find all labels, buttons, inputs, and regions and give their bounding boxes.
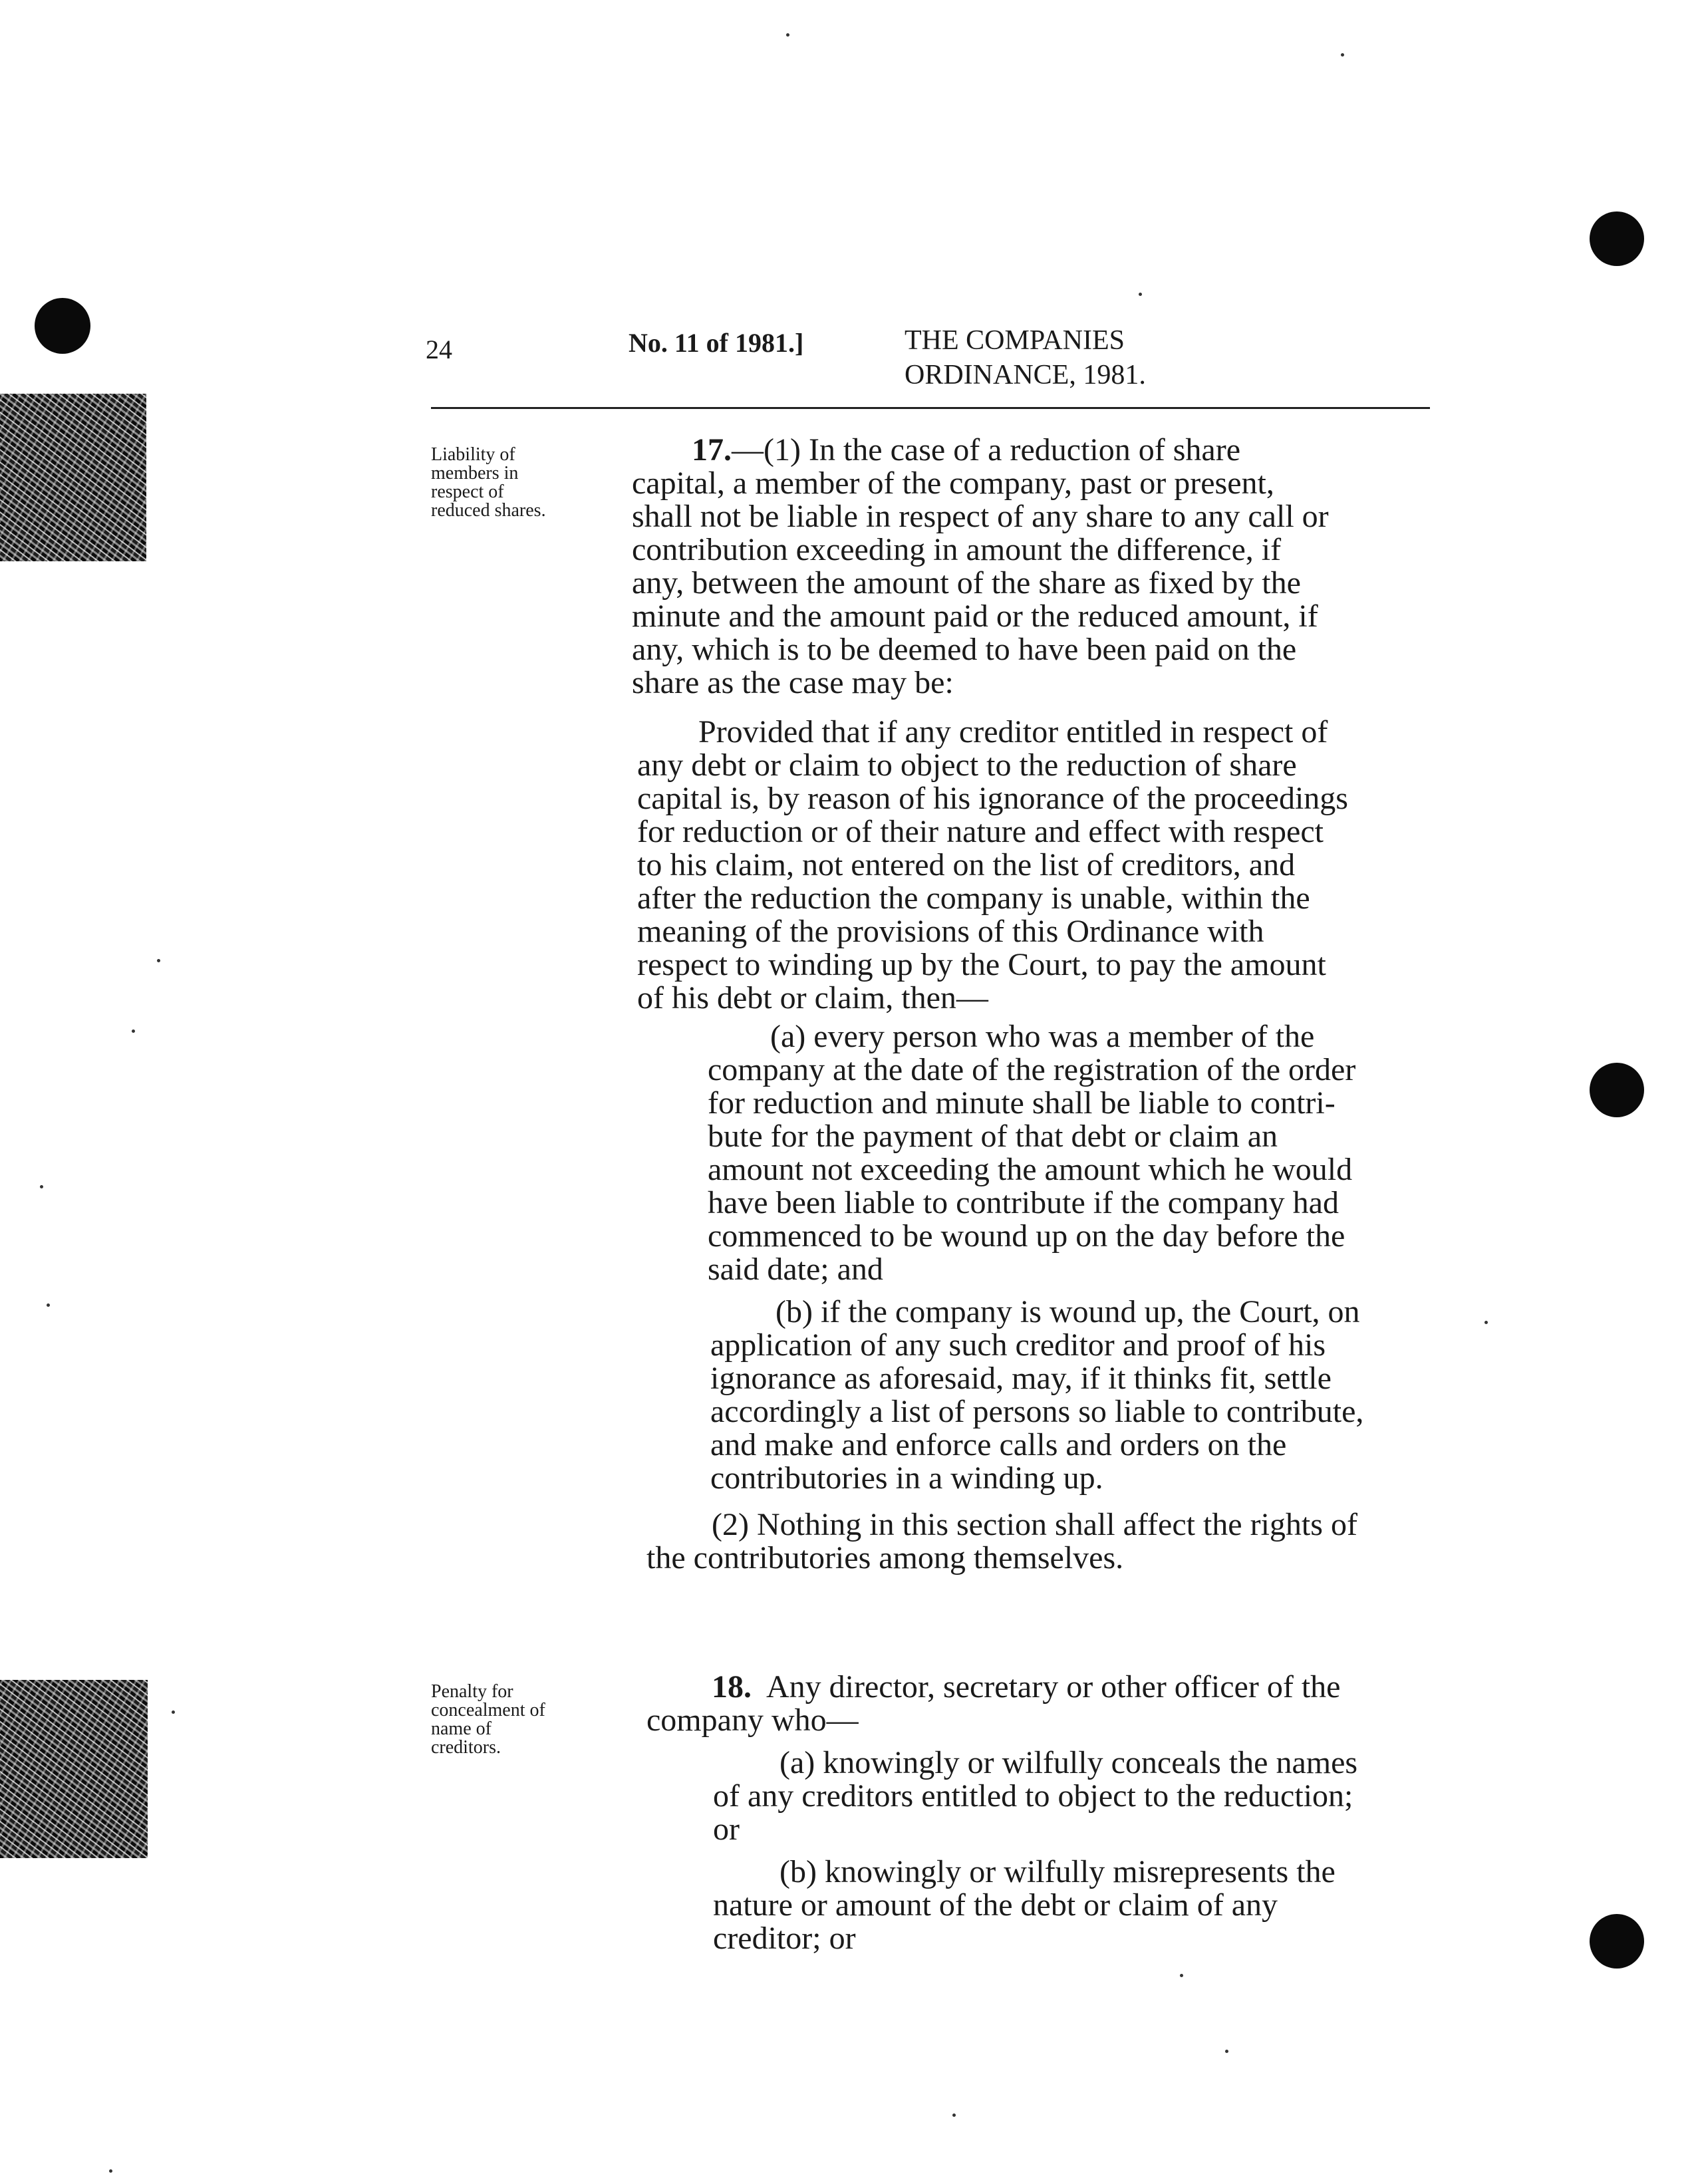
scan-speck	[1341, 53, 1344, 57]
body-line: or	[713, 1812, 740, 1847]
scan-speck	[1225, 2050, 1228, 2053]
margin-note-line: Penalty for	[431, 1681, 513, 1702]
body-line: (a) knowingly or wilfully conceals the names	[779, 1745, 1358, 1780]
body-line: Provided that if any creditor entitled in respect of	[698, 714, 1328, 750]
body-line: any, which is to be deemed to have been paid on the	[632, 632, 1297, 667]
scan-speck	[47, 1303, 50, 1307]
margin-note-section-17	[431, 446, 624, 520]
section-text: —(1) In the case of a reduction of share	[732, 432, 1240, 468]
scan-speck	[1484, 1321, 1488, 1324]
punch-hole	[1590, 1063, 1644, 1117]
body-line: (b) if the company is wound up, the Court, on	[776, 1294, 1360, 1329]
section-number: 18.	[712, 1669, 752, 1705]
body-line: commenced to be wound up on the day before the	[708, 1218, 1345, 1254]
scan-speck	[1180, 1974, 1183, 1977]
section-number: 17.	[692, 432, 732, 468]
body-line: respect to winding up by the Court, to pay the amount	[637, 947, 1326, 982]
body-line: (a) every person who was a member of the	[770, 1019, 1315, 1054]
scan-speck	[172, 1710, 175, 1714]
scan-speck	[1139, 293, 1142, 296]
body-line: meaning of the provisions of this Ordinance with	[637, 914, 1264, 949]
body-line: for reduction or of their nature and effect with respect	[637, 814, 1324, 849]
section-text: Any director, secretary or other officer of the	[766, 1669, 1341, 1705]
body-line: of any creditors entitled to object to the reduction;	[713, 1778, 1353, 1814]
body-line: share as the case may be:	[632, 665, 954, 700]
body-line: and make and enforce calls and orders on the	[710, 1427, 1287, 1462]
scan-speck	[40, 1185, 43, 1188]
scan-noise-block	[0, 1680, 148, 1858]
body-line: amount not exceeding the amount which he would	[708, 1152, 1353, 1187]
header-rule	[431, 407, 1430, 409]
margin-note-line: reduced shares.	[431, 500, 546, 521]
scan-speck	[952, 2114, 956, 2117]
margin-note-line: Liability of	[431, 444, 515, 465]
body-line: capital is, by reason of his ignorance of the proceedings	[637, 781, 1348, 816]
body-line: the contributories among themselves.	[646, 1540, 1124, 1575]
body-line: nature or amount of the debt or claim of any	[713, 1887, 1278, 1923]
binder-hole	[35, 298, 90, 354]
body-line: bute for the payment of that debt or claim an	[708, 1119, 1278, 1154]
law-number: No. 11 of 1981.]	[629, 328, 804, 358]
body-line: contributories in a winding up.	[710, 1460, 1103, 1496]
body-line: contribution exceeding in amount the difference, if	[632, 532, 1282, 567]
scan-speck	[157, 959, 160, 962]
punch-hole	[1590, 211, 1644, 266]
section-17-heading	[692, 434, 1240, 467]
margin-note-section-18	[431, 1683, 624, 1757]
body-line: to his claim, not entered on the list of creditors, and	[637, 847, 1296, 883]
section-18-heading	[712, 1671, 1340, 1704]
scan-noise-block	[0, 394, 146, 561]
body-line: said date; and	[708, 1252, 883, 1287]
body-line: any, between the amount of the share as fixed by the	[632, 565, 1301, 601]
margin-note-line: creditors.	[431, 1737, 501, 1758]
body-line: company at the date of the registration of the order	[708, 1052, 1356, 1087]
body-line: company who—	[646, 1703, 859, 1738]
law-title-line: ORDINANCE, 1981.	[905, 360, 1146, 390]
margin-note-line: name of	[431, 1718, 492, 1739]
body-line: have been liable to contribute if the company had	[708, 1185, 1339, 1220]
body-line: accordingly a list of persons so liable to contribute,	[710, 1394, 1364, 1429]
scan-speck	[109, 2169, 112, 2173]
body-line: ignorance as aforesaid, may, if it thinks fit, settle	[710, 1361, 1332, 1396]
body-line: (b) knowingly or wilfully misrepresents the	[779, 1854, 1336, 1889]
law-title	[905, 323, 1146, 392]
body-line: creditor; or	[713, 1921, 856, 1956]
body-line: application of any such creditor and proof of his	[710, 1327, 1326, 1363]
body-line: shall not be liable in respect of any share to any call or	[632, 499, 1329, 534]
margin-note-line: respect of	[431, 481, 504, 502]
scan-speck	[132, 1029, 135, 1033]
body-line: any debt or claim to object to the reduction of share	[637, 748, 1297, 783]
body-line: (2) Nothing in this section shall affect the rights of	[712, 1507, 1357, 1542]
page-number: 24	[426, 335, 452, 364]
body-line: of his debt or claim, then—	[637, 980, 988, 1016]
law-title-line: THE COMPANIES	[905, 325, 1125, 356]
punch-hole	[1590, 1914, 1644, 1969]
margin-note-line: members in	[431, 463, 519, 483]
body-line: for reduction and minute shall be liable to contri-	[708, 1085, 1336, 1121]
body-line: minute and the amount paid or the reduced amount, if	[632, 599, 1318, 634]
body-line: after the reduction the company is unable, within the	[637, 881, 1310, 916]
margin-note-line: concealment of	[431, 1700, 545, 1720]
body-line: capital, a member of the company, past or present,	[632, 466, 1274, 501]
scan-speck	[786, 33, 789, 37]
